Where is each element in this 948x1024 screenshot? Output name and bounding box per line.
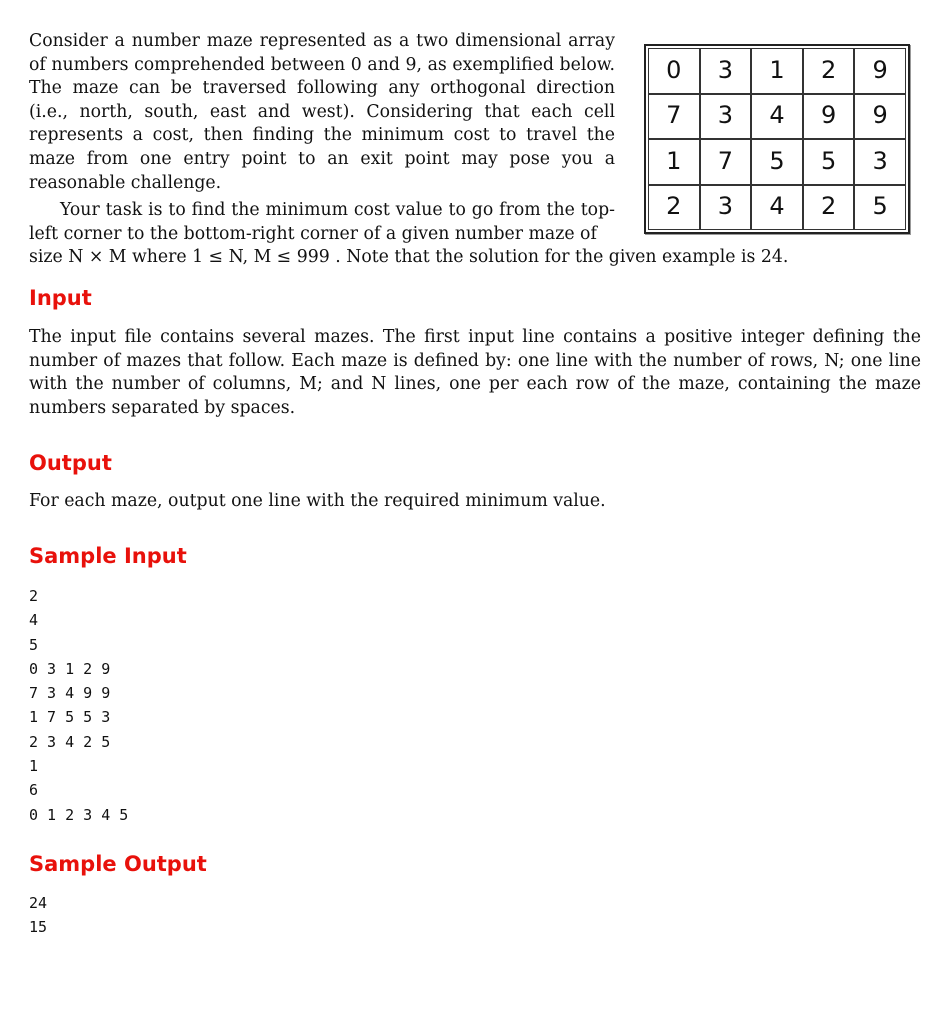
- problem-statement: [29, 0, 921, 937]
- maze-cell: 3: [700, 94, 752, 140]
- maze-cell: 7: [700, 139, 752, 185]
- maze-cell: 5: [854, 185, 906, 231]
- sample-output-block: [29, 891, 47, 940]
- maze-cell: 3: [700, 48, 752, 94]
- sample-output-line: 15: [29, 918, 48, 937]
- sample-input-line: 2: [29, 587, 39, 605]
- maze-cell: 2: [803, 185, 855, 231]
- intro-paragraph-2-line-a: Your task is to find the minimum cost value to go from the top-left corner to the bottom-right corner of a given number maze of: [29, 200, 615, 244]
- intro-section: [29, 30, 921, 270]
- maze-cell: 4: [751, 94, 803, 140]
- maze-cell: 9: [854, 48, 906, 94]
- sample-output-heading: Sample Output: [29, 852, 207, 876]
- maze-cell: 7: [648, 94, 700, 140]
- output-description: For each maze, output one line with the required minimum value.: [29, 491, 606, 511]
- sample-input-line: 2 3 4 2 5: [29, 732, 111, 751]
- maze-cell: 9: [854, 94, 906, 140]
- sample-input-block: [29, 584, 128, 827]
- maze-cell: 2: [648, 185, 700, 231]
- maze-cell: 1: [648, 139, 700, 185]
- sample-input-line: 1 7 5 5 3: [29, 708, 111, 727]
- sample-input-line: 1: [29, 757, 39, 776]
- intro-paragraph-1: Consider a number maze represented as a two dimensional array of numbers comprehended between 0 and 9, as exemplified below. The maze can be traversed following any orthogonal direction (i.e., north, south, east and west). Considering that each cell represents a cost, then finding the minimum cost to travel the maze from one entry point to an exit point may pose you a reasonable challenge.: [29, 31, 615, 193]
- maze-cell: 1: [751, 48, 803, 94]
- sample-input-line: 4: [29, 611, 39, 630]
- input-heading: Input: [29, 286, 92, 310]
- maze-cell: 2: [803, 48, 855, 94]
- maze-cell: 4: [751, 185, 803, 231]
- maze-cell: 5: [803, 139, 855, 185]
- maze-example-grid: [644, 44, 910, 234]
- maze-cell: 9: [803, 94, 855, 140]
- sample-input-line: 6: [29, 781, 39, 800]
- output-heading: Output: [29, 451, 112, 475]
- sample-input-line: 5: [29, 635, 39, 654]
- maze-cell: 3: [854, 139, 906, 185]
- maze-cell: 0: [648, 48, 700, 94]
- sample-input-line: 7 3 4 9 9: [29, 684, 111, 703]
- intro-paragraph-2-line-b: size N × M where 1 ≤ N, M ≤ 999 . Note that the solution for the given example is 24.: [29, 247, 789, 268]
- maze-cell: 5: [751, 139, 803, 185]
- input-description: The input file contains several mazes. The first input line contains a positive integer defining the number of mazes that follow. Each maze is defined by: one line with the number of rows, N; one line with the number of columns, M; and N lines, one per each row of the maze, containing the maze numbers separated by spaces.: [29, 327, 921, 418]
- maze-cell: 3: [700, 185, 752, 231]
- sample-input-heading: Sample Input: [29, 544, 187, 568]
- sample-input-line: 0 1 2 3 4 5: [29, 805, 129, 824]
- sample-input-line: 0 3 1 2 9: [29, 659, 111, 678]
- sample-output-line: 24: [29, 894, 48, 912]
